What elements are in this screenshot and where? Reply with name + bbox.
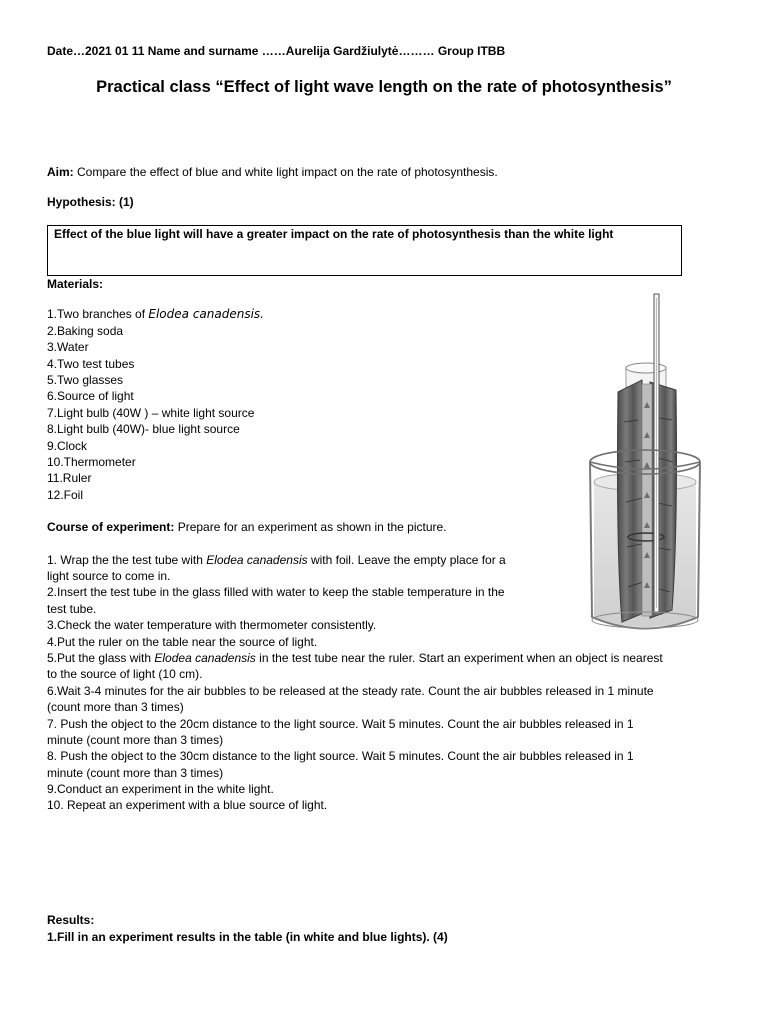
step-7-cont: minute (count more than 3 times) bbox=[47, 733, 224, 747]
step-7: 7. Push the object to the 20cm distance to the light source. Wait 5 minutes. Count the air bubbles released in 1 bbox=[47, 717, 634, 731]
materials-label: Materials: bbox=[47, 277, 104, 291]
step-1 bbox=[47, 552, 506, 568]
aim-label: Aim: bbox=[47, 165, 74, 179]
step-2: 2.Insert the test tube in the glass filled with water to keep the stable temperature in the bbox=[47, 585, 505, 599]
materials-item: 3.Water bbox=[47, 340, 89, 354]
hypothesis-label: Hypothesis: (1) bbox=[47, 195, 134, 209]
materials-item: 6.Source of light bbox=[47, 389, 134, 403]
step-4: 4.Put the ruler on the table near the source of light. bbox=[47, 635, 318, 649]
species-name: Elodea canadensis bbox=[154, 651, 256, 665]
materials-item: 7.Light bulb (40W ) – white light source bbox=[47, 406, 255, 420]
materials-item: 9.Clock bbox=[47, 439, 88, 453]
aim-text: Compare the effect of blue and white light impact on the rate of photosynthesis. bbox=[73, 165, 498, 179]
materials-item-1-prefix: 1.Two branches of bbox=[47, 307, 149, 321]
species-name: Elodea canadensis bbox=[206, 553, 308, 567]
step-text: in the test tube near the ruler. Start an experiment when an object is nearest bbox=[255, 651, 663, 665]
step-5 bbox=[47, 650, 663, 666]
step-2-cont: test tube. bbox=[47, 602, 97, 616]
materials-item: 11.Ruler bbox=[47, 471, 92, 485]
header-line: Date…2021 01 11 Name and surname ……Aurelija Gardžiulytė……… Group ITBB bbox=[47, 44, 506, 58]
step-5-cont: to the source of light (10 cm). bbox=[47, 667, 203, 681]
step-text: 1. Wrap the the test tube with bbox=[47, 553, 207, 567]
results-label: Results: bbox=[47, 913, 95, 927]
materials-item: 12.Foil bbox=[47, 488, 84, 502]
materials-item: 5.Two glasses bbox=[47, 373, 124, 387]
step-8: 8. Push the object to the 30cm distance to the light source. Wait 5 minutes. Count the air bubbles released in 1 bbox=[47, 749, 634, 763]
step-text: 5.Put the glass with bbox=[47, 651, 155, 665]
course-text: Prepare for an experiment as shown in the picture. bbox=[174, 520, 447, 534]
step-3: 3.Check the water temperature with thermometer consistently. bbox=[47, 618, 377, 632]
step-1-cont: light source to come in. bbox=[47, 569, 171, 583]
hypothesis-box bbox=[47, 225, 682, 276]
materials-item: 8.Light bulb (40W)- blue light source bbox=[47, 422, 240, 436]
aim-line bbox=[47, 164, 498, 180]
experiment-illustration bbox=[580, 292, 710, 632]
page-title: Practical class “Effect of light wave length on the rate of photosynthesis” bbox=[96, 78, 672, 96]
materials-item-1 bbox=[47, 306, 264, 322]
materials-item: 2.Baking soda bbox=[47, 324, 124, 338]
results-item-1: 1.Fill in an experiment results in the table (in white and blue lights). (4) bbox=[47, 930, 448, 944]
test-tube-in-beaker-icon bbox=[580, 292, 710, 632]
course-line bbox=[47, 519, 447, 535]
hypothesis-text: Effect of the blue light will have a greater impact on the rate of photosynthesis than the white light bbox=[54, 227, 614, 241]
step-6: 6.Wait 3-4 minutes for the air bubbles to be released at the steady rate. Count the air bubbles released in 1 minute bbox=[47, 684, 654, 698]
step-6-cont: (count more than 3 times) bbox=[47, 700, 184, 714]
step-9: 9.Conduct an experiment in the white light. bbox=[47, 782, 274, 796]
species-name: Elodea canadensis. bbox=[148, 307, 264, 321]
course-label: Course of experiment: bbox=[47, 520, 175, 534]
materials-item: 4.Two test tubes bbox=[47, 357, 135, 371]
materials-item: 10.Thermometer bbox=[47, 455, 136, 469]
step-10: 10. Repeat an experiment with a blue source of light. bbox=[47, 798, 328, 812]
step-text: with foil. Leave the empty place for a bbox=[307, 553, 506, 567]
step-8-cont: minute (count more than 3 times) bbox=[47, 766, 224, 780]
